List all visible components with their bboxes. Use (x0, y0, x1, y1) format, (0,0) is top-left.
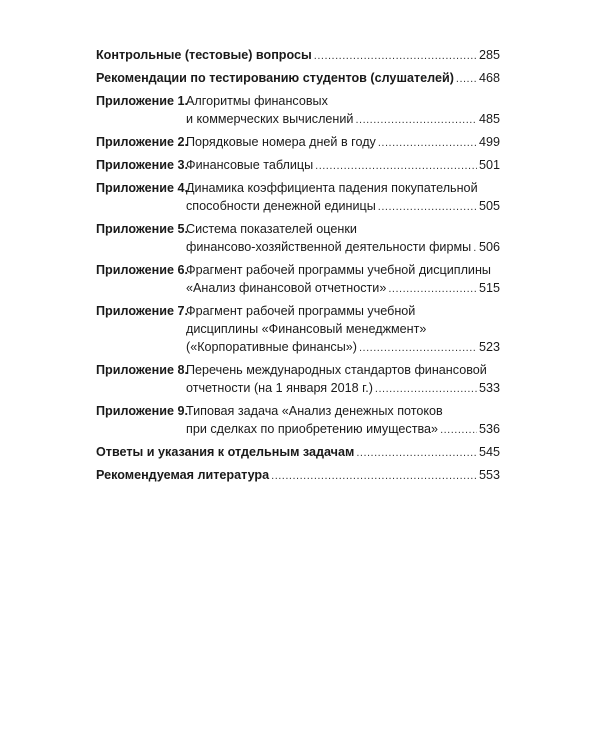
appendix-label: Приложение 7. (96, 304, 188, 318)
appendix-label: Приложение 4. (96, 181, 188, 195)
page-number: 545 (478, 445, 500, 459)
toc-title: способности денежной единицы (186, 199, 376, 213)
toc-entry (96, 443, 500, 461)
toc-line (186, 133, 500, 151)
toc-title: Финансовые таблицы (186, 158, 314, 172)
toc-entry-body (96, 466, 500, 484)
page-number: 506 (478, 240, 500, 254)
toc-title: («Корпоративные финансы») (186, 340, 357, 354)
appendix-label: Приложение 3. (96, 158, 188, 172)
appendix-label: Приложение 2. (96, 135, 188, 149)
appendix-title-line: Фрагмент рабочей программы учебной (186, 304, 416, 318)
page-number: 505 (478, 199, 500, 213)
dot-leader (378, 134, 477, 152)
appendix-label: Приложение 6. (96, 263, 188, 277)
toc-line (96, 443, 500, 461)
toc-title: Порядковые номера дней в году (186, 135, 376, 149)
toc-entry (96, 46, 500, 64)
appendix-body (186, 261, 500, 297)
toc-entry (96, 69, 500, 87)
page-number: 499 (478, 135, 500, 149)
dot-leader (359, 339, 477, 357)
appendix-body (186, 302, 500, 356)
toc-title: «Анализ финансовой отчетности» (186, 281, 387, 295)
dot-leader (473, 239, 477, 257)
dot-leader (440, 421, 477, 439)
page-number: 485 (478, 112, 500, 126)
dot-leader (355, 111, 477, 129)
toc-entry-body (96, 443, 500, 461)
appendix-title-line: дисциплины «Финансовый менеджмент» (186, 322, 427, 336)
appendix-body (186, 156, 500, 174)
appendix-entry (96, 133, 500, 151)
appendix-title-line: Фрагмент рабочей программы учебной дисциплины (186, 263, 491, 277)
appendix-body (186, 220, 500, 256)
appendix-entry (96, 402, 500, 438)
page-number: 515 (478, 281, 500, 295)
dot-leader (375, 380, 477, 398)
toc-line (186, 379, 500, 397)
toc-line (186, 238, 500, 256)
appendix-body (186, 361, 500, 397)
table-of-contents (96, 46, 500, 489)
appendix-entry (96, 261, 500, 297)
toc-line (186, 338, 500, 356)
appendix-entry (96, 220, 500, 256)
appendix-title-line: Перечень международных стандартов финансовой (186, 363, 487, 377)
toc-line (96, 69, 500, 87)
page-number: 533 (478, 381, 500, 395)
appendix-title-line: Система показателей оценки (186, 222, 357, 236)
toc-line (186, 197, 500, 215)
appendix-body (186, 179, 500, 215)
page-number: 501 (478, 158, 500, 172)
page-number: 553 (478, 468, 500, 482)
toc-line (96, 46, 500, 64)
toc-line (186, 279, 500, 297)
appendix-entry (96, 361, 500, 397)
toc-title: Ответы и указания к отдельным задачам (96, 445, 355, 459)
page-number: 536 (478, 422, 500, 436)
dot-leader (388, 280, 477, 298)
dot-leader (378, 198, 477, 216)
appendix-title-line: Алгоритмы финансовых (186, 94, 328, 108)
appendix-body (186, 402, 500, 438)
toc-title: отчетности (на 1 января 2018 г.) (186, 381, 373, 395)
page-number: 285 (478, 48, 500, 62)
page-number: 523 (478, 340, 500, 354)
toc-line (96, 466, 500, 484)
toc-title: Контрольные (тестовые) вопросы (96, 48, 312, 62)
dot-leader (271, 467, 477, 485)
toc-line (186, 156, 500, 174)
appendix-label: Приложение 8. (96, 363, 188, 377)
appendix-entry (96, 92, 500, 128)
toc-entry-body (96, 69, 500, 87)
dot-leader (314, 47, 477, 65)
toc-entry (96, 466, 500, 484)
appendix-label: Приложение 1. (96, 94, 188, 108)
toc-line (186, 110, 500, 128)
dot-leader (456, 70, 477, 88)
toc-line (186, 420, 500, 438)
toc-title: при сделках по приобретению имущества» (186, 422, 439, 436)
appendix-label: Приложение 5. (96, 222, 188, 236)
toc-title: Рекомендуемая литература (96, 468, 270, 482)
toc-title: и коммерческих вычислений (186, 112, 354, 126)
toc-entry-body (96, 46, 500, 64)
appendix-entry (96, 179, 500, 215)
appendix-entry (96, 302, 500, 356)
appendix-entry (96, 156, 500, 174)
dot-leader (315, 157, 477, 175)
page-number: 468 (478, 71, 500, 85)
toc-title: Рекомендации по тестированию студентов (слушателей) (96, 71, 454, 85)
dot-leader (356, 444, 477, 462)
appendix-label: Приложение 9. (96, 404, 188, 418)
appendix-body (186, 133, 500, 151)
appendix-body (186, 92, 500, 128)
appendix-title-line: Динамика коэффициента падения покупательной (186, 181, 478, 195)
toc-title: финансово-хозяйственной деятельности фирмы (186, 240, 472, 254)
appendix-title-line: Типовая задача «Анализ денежных потоков (186, 404, 443, 418)
